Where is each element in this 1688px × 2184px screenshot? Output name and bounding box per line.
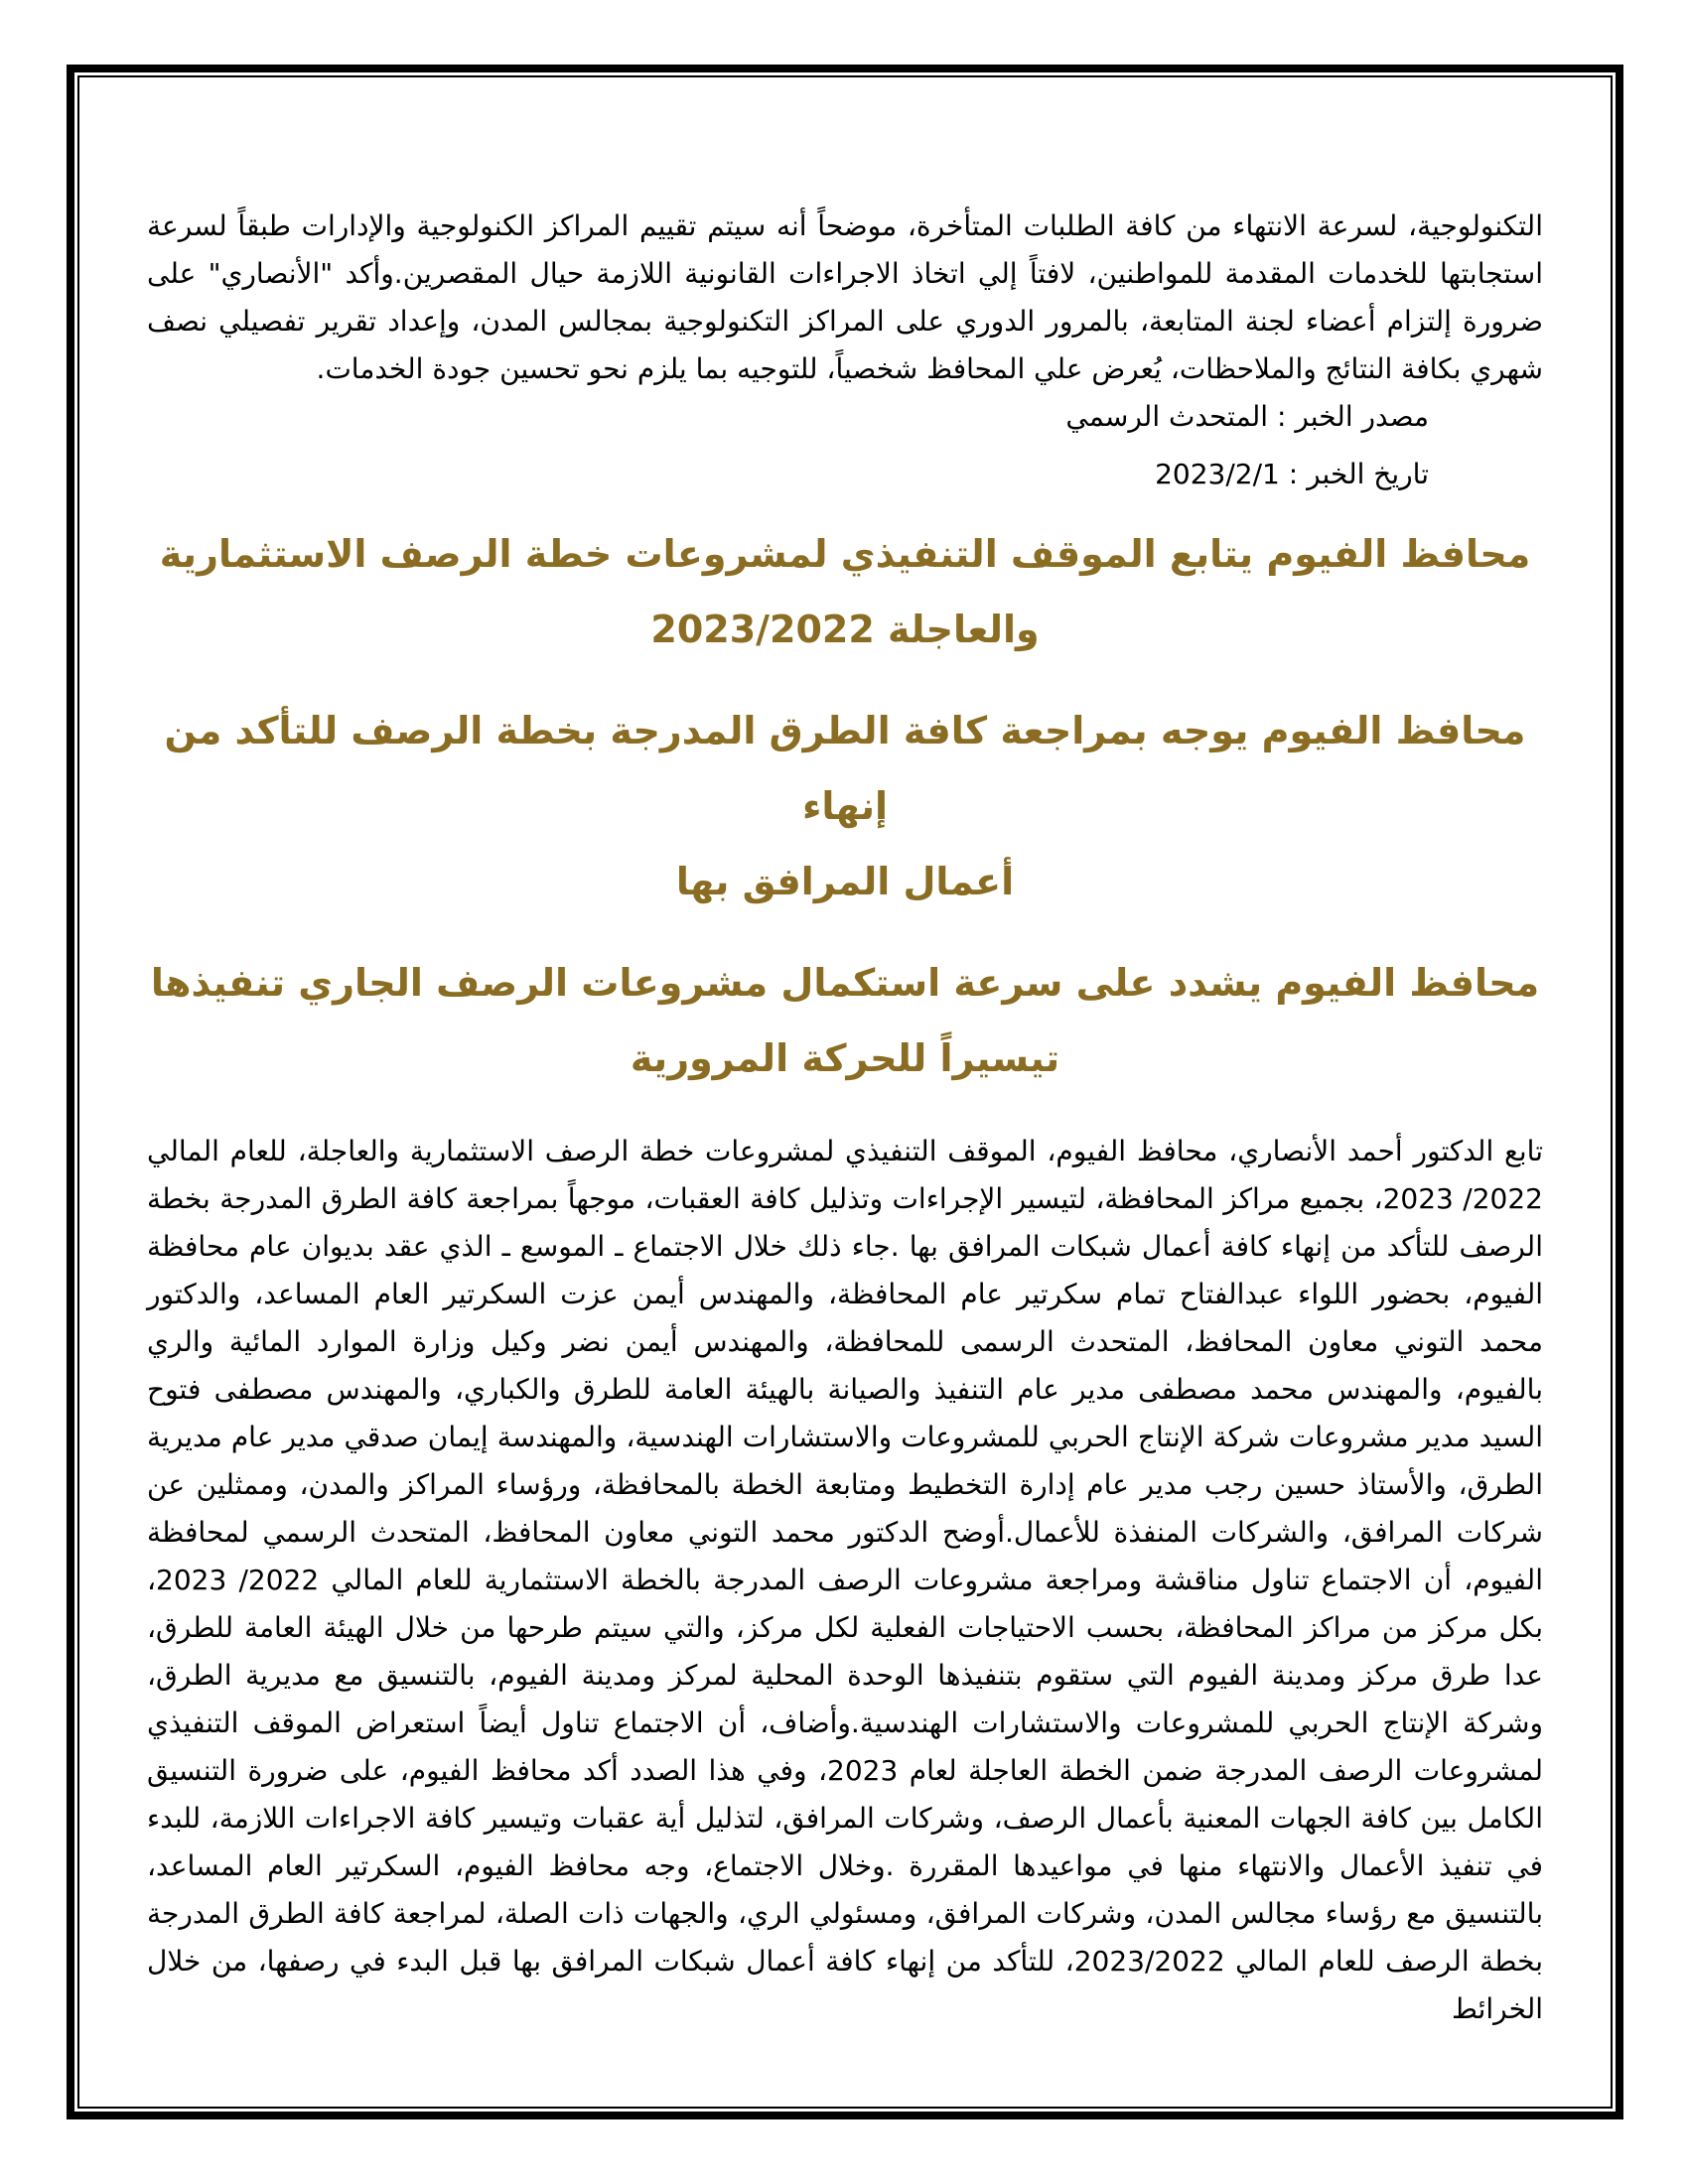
article-body-paragraph: تابع الدكتور أحمد الأنصاري، محافظ الفيوم، الموقف التنفيذي لمشروعات خطة الرصف الاستثمارية والعاجلة، للعام المالي 2022/ 2023، بجميع مراكز المحافظة، لتيسير الإجراءات وتذليل كافة العقبات، موجهاً بمراجعة كافة الطرق المدرجة بخطة الرصف للتأكد من إنهاء كافة أعمال شبكات المرافق بها .جاء ذلك خلال الاجتماع ـ الموسع ـ الذي عقد بديوان عام محافظة الفيوم، بحضور اللواء عبدالفتاح تمام سكرتير عام المحافظة، والمهندس أيمن عزت السكرتير العام المساعد، والدكتور محمد التوني معاون المحافظ، المتحدث الرسمى للمحافظة، والمهندس أيمن نضر وكيل وزارة الموارد المائية والري بالفيوم، والمهندس محمد مصطفى مدير عام التنفيذ والصيانة بالهيئة العامة للطرق والكباري، والمهندس مصطفى فتوح السيد مدير مشروعات شركة الإنتاج الحربي للمشروعات والاستشارات الهندسية، والمهندسة إيمان صدقي مدير عام مديرية الطرق، والأستاذ حسين رجب مدير عام إدارة التخطيط ومتابعة الخطة بالمحافظة، ورؤساء المراكز والمدن، وممثلين عن شركات المرافق، والشركات المنفذة للأعمال.أوضح الدكتور محمد التوني معاون المحافظ، المتحدث الرسمي لمحافظة الفيوم، أن الاجتماع تناول مناقشة ومراجعة مشروعات الرصف المدرجة بالخطة الاستثمارية للعام المالي 2022/ 2023، بكل مركز من مراكز المحافظة، بحسب الاحتياجات الفعلية لكل مركز، والتي سيتم طرحها من خلال الهيئة العامة للطرق، عدا طرق مركز ومدينة الفيوم التي ستقوم بتنفيذها الوحدة المحلية لمركز ومدينة الفيوم، بالتنسيق مع مديرية الطرق، وشركة الإنتاج الحربي للمشروعات والاستشارات الهندسية.وأضاف، أن الاجتماع تناول أيضاً استعراض الموقف التنفيذي لمشروعات الرصف المدرجة ضمن الخطة العاجلة لعام 2023، وفي هذا الصدد أكد محافظ الفيوم، على ضرورة التنسيق الكامل بين كافة الجهات المعنية بأعمال الرصف، وشركات المرافق، لتذليل أية عقبات وتيسير كافة الاجراءات اللازمة، للبدء في تنفيذ الأعمال والانتهاء منها في مواعيدها المقررة .وخلال الاجتماع، وجه محافظ الفيوم، السكرتير العام المساعد، بالتنسيق مع رؤساء مجالس المدن، وشركات المرافق، ومسئولي الري، والجهات ذات الصلة، لمراجعة كافة الطرق المدرجة بخطة الرصف للعام المالي 2023/2022، للتأكد من إنهاء كافة أعمال شبكات المرافق بها قبل البدء في رصفها، من خلال الخرائط [147,1135,1544,2025]
headline-line: محافظ الفيوم يوجه بمراجعة كافة الطرق المدرجة بخطة الرصف للتأكد من إنهاء [164,709,1526,828]
headline-line: تيسيراً للحركة المرورية [630,1036,1060,1080]
article-content [147,203,1543,2033]
continuation-paragraph: التكنولوجية، لسرعة الانتهاء من كافة الطلبات المتأخرة، موضحاً أنه سيتم تقييم المراكز الكنولوجية والإدارات طبقاً لسرعة استجابتها للخدمات المقدمة للمواطنين، لافتاً إلي اتخاذ الاجراءات القانونية اللازمة حيال المقصرين.وأكد "الأنصاري" على ضرورة إلتزام أعضاء لجنة المتابعة، بالمرور الدوري على المراكز التكنولوجية بمجالس المدن، وإعداد تقرير تفصيلي نصف شهري بكافة النتائج والملاحظات، يُعرض علي المحافظ شخصياً، للتوجيه بما يلزم نحو تحسين جودة الخدمات. [147,209,1543,385]
headline-investment-paving-plan [147,516,1543,667]
headline-line: محافظ الفيوم يشدد على سرعة استكمال مشروعات الرصف الجاري تنفيذها [150,961,1540,1005]
page-border-inner-line [77,75,1613,2109]
headline-speed-completion [147,945,1543,1096]
headline-review-roads [147,693,1543,919]
news-source-line: مصدر الخبر : المتحدث الرسمي [1065,400,1429,433]
headline-line: والعاجلة 2023/2022 [650,608,1040,651]
headline-line: أعمال المرافق بها [675,860,1015,903]
headline-line: محافظ الفيوم يتابع الموقف التنفيذي لمشروعات خطة الرصف الاستثمارية [159,532,1531,576]
news-date-line: تاريخ الخبر : 2023/2/1 [1155,458,1429,490]
page-border-frame [67,65,1623,2119]
